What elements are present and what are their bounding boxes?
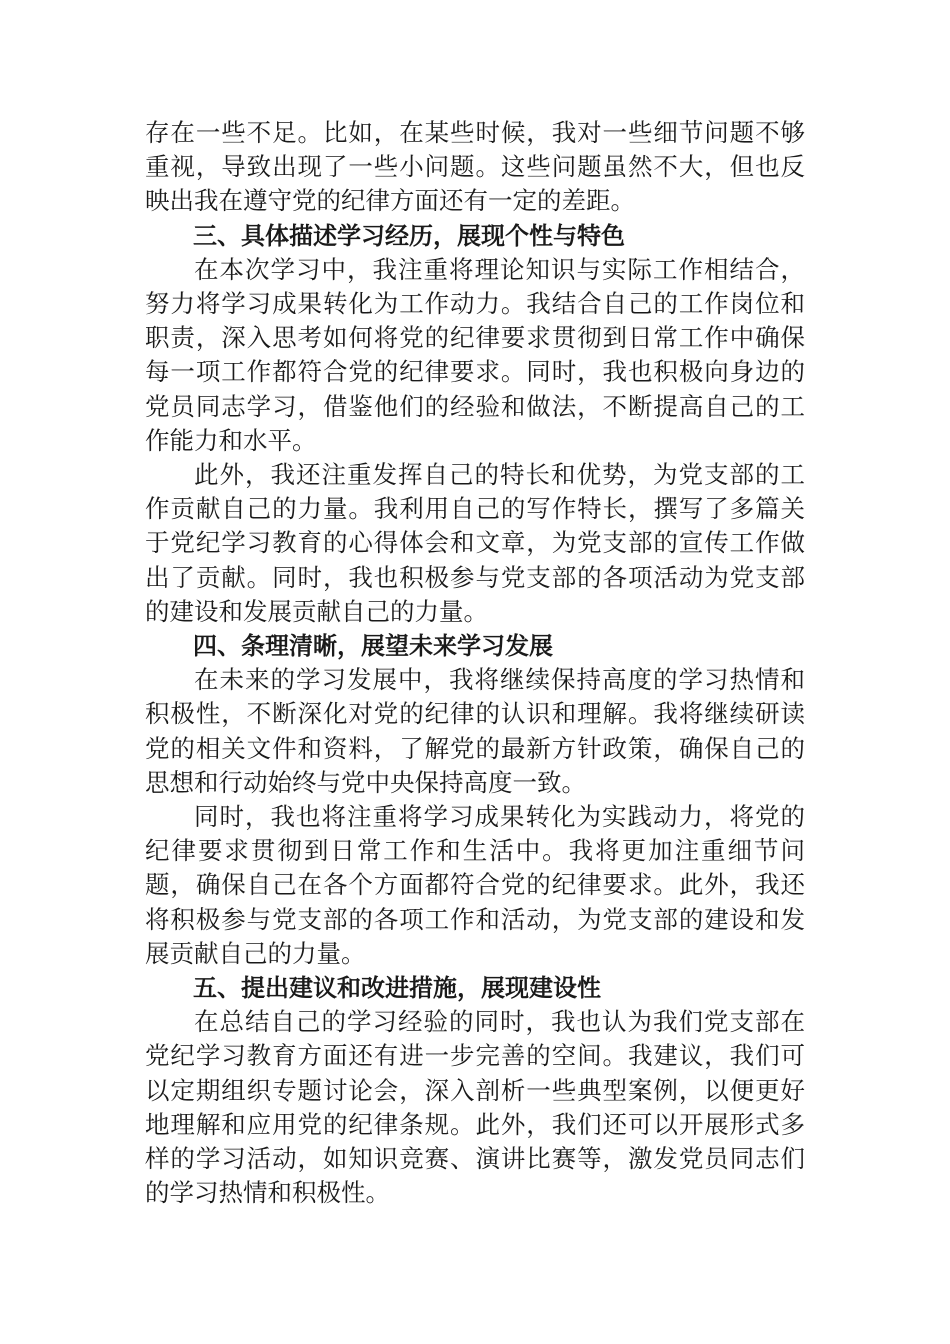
section-heading-4: 四、条理清晰，展望未来学习发展 [193, 632, 553, 661]
paragraph-4a: 在未来的学习发展中，我将继续保持高度的学习热情和积极性，不断深化对党的纪律的认识和理解。我将继续研读党的相关文件和资料，了解党的最新方针政策，确保自己的思想和行动始终与党中央保持高度一致。 [145, 665, 805, 797]
paragraph-5a: 在总结自己的学习经验的同时，我也认为我们党支部在党纪学习教育方面还有进一步完善的空间。我建议，我们可以定期组织专题讨论会，深入剖析一些典型案例，以便更好地理解和应用党的纪律条规。此外，我们还可以开展形式多样的学习活动，如知识竞赛、演讲比赛等，激发党员同志们的学习热情和积极性。 [145, 1007, 805, 1208]
document-page [145, 116, 805, 1211]
section-heading-3: 三、具体描述学习经历，展现个性与特色 [193, 221, 625, 250]
paragraph-3a: 在本次学习中，我注重将理论知识与实际工作相结合，努力将学习成果转化为工作动力。我结合自己的工作岗位和职责，深入思考如何将党的纪律要求贯彻到日常工作中确保每一项工作都符合党的纪律要求。同时，我也积极向身边的党员同志学习，借鉴他们的经验和做法，不断提高自己的工作能力和水平。 [145, 254, 805, 455]
paragraph-3b: 此外，我还注重发挥自己的特长和优势，为党支部的工作贡献自己的力量。我利用自己的写作特长，撰写了多篇关于党纪学习教育的心得体会和文章，为党支部的宣传工作做出了贡献。同时，我也积极参与党支部的各项活动为党支部的建设和发展贡献自己的力量。 [145, 460, 805, 626]
paragraph-continued: 存在一些不足。比如，在某些时候，我对一些细节问题不够重视，导致出现了一些小问题。这些问题虽然不大，但也反映出我在遵守党的纪律方面还有一定的差距。 [145, 118, 805, 216]
paragraph-4b: 同时，我也将注重将学习成果转化为实践动力，将党的纪律要求贯彻到日常工作和生活中。我将更加注重细节问题，确保自己在各个方面都符合党的纪律要求。此外，我还将积极参与党支部的各项工作和活动，为党支部的建设和发展贡献自己的力量。 [145, 802, 805, 968]
section-heading-5: 五、提出建议和改进措施，展现建设性 [193, 974, 601, 1003]
